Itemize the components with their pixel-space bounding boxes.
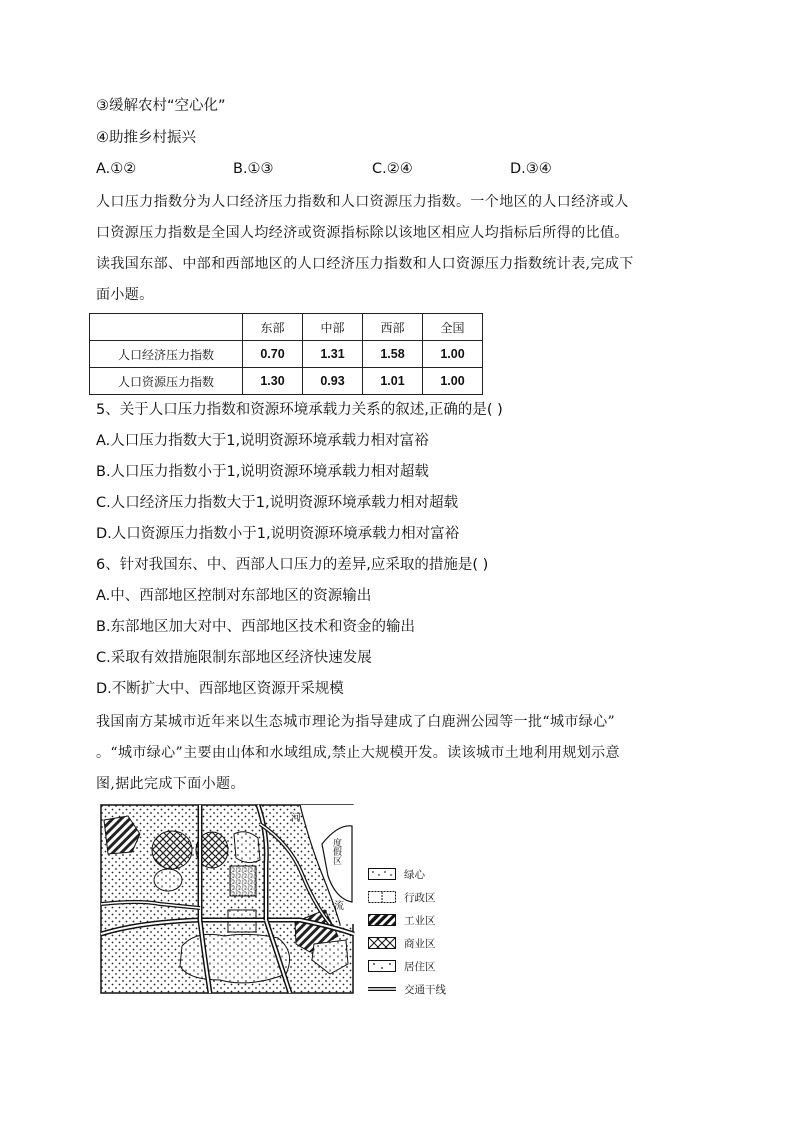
intro2-line-1: 我国南方某城市近年来以生态城市理论为指导建成了白鹿洲公园等一批“城市绿心” <box>96 714 616 730</box>
legend-label: 商业区 <box>404 938 436 950</box>
resort-label: 度假区 <box>331 838 341 865</box>
option-item-4: ④助推乡村振兴 <box>96 130 196 146</box>
q6-option-c: C.采取有效措施限制东部地区经济快速发展 <box>96 650 372 666</box>
table-row <box>90 368 483 395</box>
intro2-line-3: 图,据此完成下面小题。 <box>96 776 245 792</box>
table-header-row <box>90 314 483 341</box>
intro1-line-3: 读我国东部、中部和西部地区的人口经济压力指数和人口资源压力指数统计表,完成下 <box>96 256 634 272</box>
q6-stem: 6、针对我国东、中、西部人口压力的差异,应采取的措施是( ) <box>96 557 489 573</box>
q4-option-d: D.③④ <box>510 161 552 177</box>
admin-swatch-icon <box>368 891 396 903</box>
q6-option-b: B.东部地区加大对中、西部地区技术和资金的输出 <box>96 619 416 635</box>
legend-label: 交通干线 <box>404 984 446 996</box>
intro1-line-2: 口资源压力指数是全国人均经济或资源指标除以该地区相应人均指标后所得的比值。 <box>96 225 629 241</box>
green-core-2 <box>154 869 182 891</box>
legend-label: 工业区 <box>404 915 436 927</box>
green-core-swatch-icon <box>368 868 396 880</box>
road-swatch-icon <box>368 983 396 995</box>
river-label-1: 河 <box>291 813 301 824</box>
table-cell: 0.93 <box>303 368 363 395</box>
q4-option-c: C.②④ <box>372 161 413 177</box>
green-core-1 <box>234 832 260 863</box>
q5-option-d: D.人口资源压力指数小于1,说明资源环境承载力相对富裕 <box>96 526 460 542</box>
legend-label: 行政区 <box>404 892 436 904</box>
river-label-2: 流 <box>334 901 344 912</box>
col-header-west: 西部 <box>363 314 423 341</box>
admin-zone <box>230 866 256 896</box>
intro2-line-2: 。“城市绿心”主要由山体和水域组成,禁止大规模开发。读该城市土地利用规划示意 <box>96 745 620 761</box>
table-corner-cell <box>90 314 243 341</box>
col-header-central: 中部 <box>303 314 363 341</box>
table-cell: 1.01 <box>363 368 423 395</box>
industrial-swatch-icon <box>368 914 396 926</box>
q6-option-d: D.不断扩大中、西部地区资源开采规模 <box>96 681 344 697</box>
q4-option-a: A.①② <box>96 161 137 177</box>
q5-stem: 5、关于人口压力指数和资源环境承载力关系的叙述,正确的是( ) <box>96 402 503 418</box>
table-cell: 0.70 <box>243 341 303 368</box>
table-cell: 1.00 <box>423 341 483 368</box>
residential-swatch-icon <box>368 960 396 972</box>
land-use-map <box>100 804 356 996</box>
q6-option-a: A.中、西部地区控制对东部地区的资源输出 <box>96 588 372 604</box>
intro1-line-1: 人口压力指数分为人口经济压力指数和人口资源压力指数。一个地区的人口经济或人 <box>96 194 629 210</box>
q4-option-b: B.①③ <box>233 161 274 177</box>
table-cell: 1.00 <box>423 368 483 395</box>
table-row <box>90 341 483 368</box>
table-cell: 1.58 <box>363 341 423 368</box>
col-header-east: 东部 <box>243 314 303 341</box>
legend-label: 居住区 <box>404 961 436 973</box>
table-cell: 1.31 <box>303 341 363 368</box>
q5-option-a: A.人口压力指数大于1,说明资源环境承载力相对富裕 <box>96 433 429 449</box>
pressure-index-table <box>89 313 483 395</box>
q5-option-c: C.人口经济压力指数大于1,说明资源环境承载力相对超载 <box>96 495 459 511</box>
legend-label: 绿心 <box>404 869 425 881</box>
option-item-3: ③缓解农村“空心化” <box>96 98 226 114</box>
commercial-swatch-icon <box>368 937 396 949</box>
row-label-economic: 人口经济压力指数 <box>90 341 243 368</box>
col-header-national: 全国 <box>423 314 483 341</box>
q5-option-b: B.人口压力指数小于1,说明资源环境承载力相对超载 <box>96 464 429 480</box>
table-cell: 1.30 <box>243 368 303 395</box>
row-label-resource: 人口资源压力指数 <box>90 368 243 395</box>
intro1-line-4: 面小题。 <box>96 287 154 303</box>
commercial-zone-1 <box>152 831 192 869</box>
